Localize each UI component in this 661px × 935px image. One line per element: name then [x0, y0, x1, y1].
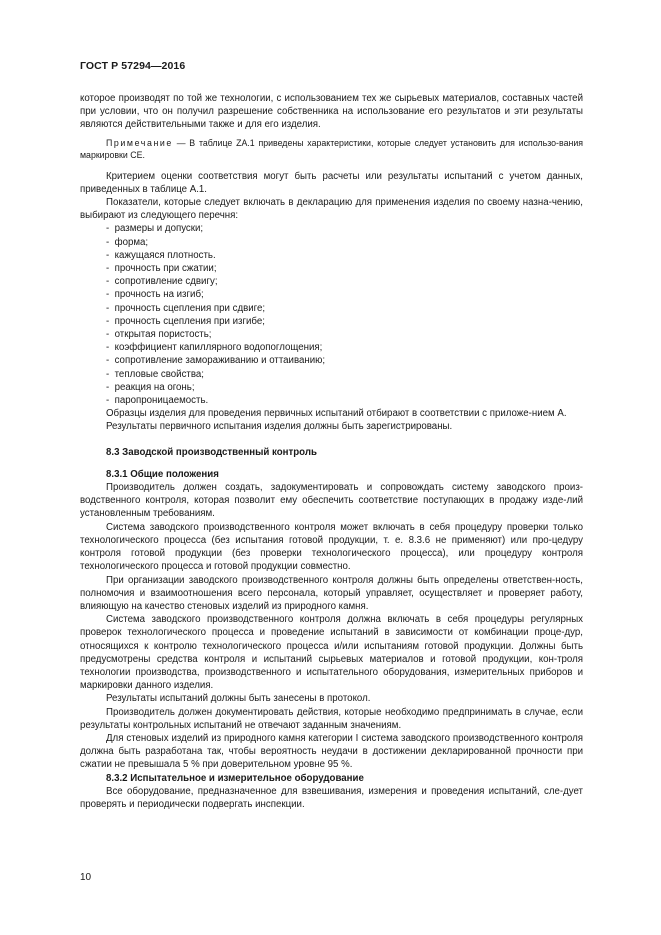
note-text: — В таблице ZA.1 приведены характеристики, которые следует установить для использо-вания маркировки CE.	[80, 137, 583, 160]
list-item: - прочность на изгиб;	[106, 288, 583, 301]
paragraph: Критерием оценки соответствия могут быть расчеты или результаты испытаний с учетом данных, приведенных в таблице А.1.	[80, 170, 583, 195]
list-item: - реакция на огонь;	[106, 381, 583, 394]
list-item: - сопротивление замораживанию и оттаиванию;	[106, 354, 583, 367]
list-item: - размеры и допуски;	[106, 222, 583, 235]
list-item: - прочность сцепления при изгибе;	[106, 315, 583, 328]
paragraph: При организации заводского производственного контроля должны быть определены ответствен-ность, полномочия и взаимоотношения всего персонала, который управляет, осуществляет и проверяет работу, влияющую на качество стеновых изделий из природного камня.	[80, 574, 583, 612]
list-item: - паропроницаемость.	[106, 394, 583, 407]
document-body	[80, 92, 583, 811]
list-item: - форма;	[106, 236, 583, 249]
note-label: Примечание	[106, 137, 173, 148]
list-item: - открытая пористость;	[106, 328, 583, 341]
list-item: - прочность сцепления при сдвиге;	[106, 302, 583, 315]
list-item: - коэффициент капиллярного водопоглощения;	[106, 341, 583, 354]
paragraph: Производитель должен документировать действия, которые необходимо предпринимать в случае, если результаты контрольных испытаний не отвечают заданным значениям.	[80, 706, 583, 731]
list-item: - кажущаяся плотность.	[106, 249, 583, 262]
paragraph: Образцы изделия для проведения первичных испытаний отбирают в соответствии с приложе-нием А.	[106, 408, 567, 420]
paragraph: Результаты испытаний должны быть занесены в протокол.	[106, 693, 371, 705]
standard-code-header: ГОСТ Р 57294—2016	[80, 60, 186, 72]
subsection-heading: 8.3.1 Общие положения	[106, 468, 219, 480]
page-number: 10	[80, 872, 92, 883]
note-paragraph	[80, 137, 583, 161]
section-heading: 8.3 Заводской производственный контроль	[106, 446, 317, 458]
list-item: - прочность при сжатии;	[106, 262, 583, 275]
paragraph: которое производят по той же технологии, с использованием тех же сырьевых материалов, составных частей при условии, что он получил разрешение собственника на использование его результатов и эти результаты являются действительными также и для его изделия.	[80, 93, 583, 131]
list-item: - сопротивление сдвигу;	[106, 275, 583, 288]
paragraph: Система заводского производственного контроля должна включать в себя процедуры регулярных проверок технологического процесса и проведение испытаний в зависимости от комбинации проце-дур, относящихся к контролю технологического процесса и/или испытаниям готовой продукции. Должны быть предусмотрены средства контроля и испытаний сырьевых материалов и готовой продукции, кон-троля технологии производства, производственного и испытательного оборудования, измерительных приборов и маркировки данного изделия.	[80, 614, 583, 692]
paragraph: Показатели, которые следует включать в декларацию для применения изделия по своему назна-чению, выбирают из следующего перечня:	[80, 197, 583, 222]
list-item: - тепловые свойства;	[106, 368, 583, 381]
paragraph: Производитель должен создать, задокументировать и сопровождать систему заводского произ-водственного контроля, которая позволит ему обеспечить соответствие поступающих в продажу изде-лий установленным требованиям.	[80, 482, 583, 520]
characteristics-list	[80, 222, 583, 407]
paragraph: Все оборудование, предназначенное для взвешивания, измерения и проведения испытаний, сле-дует проверять и периодически подвергать инспекции.	[80, 785, 583, 810]
paragraph: Результаты первичного испытания изделия должны быть зарегистрированы.	[106, 421, 453, 433]
subsection-heading: 8.3.2 Испытательное и измерительное оборудование	[106, 772, 364, 784]
paragraph: Для стеновых изделий из природного камня категории I система заводского производственного контроля должна быть разработана так, чтобы вероятность неудачи в достижении декларированной прочности при сжатии не превышала 5 % при доверительном уровне 95 %.	[80, 732, 583, 771]
paragraph: Система заводского производственного контроля может включать в себя процедуру проверки только технологического процесса (без испытания готовой продукции, т. е. 8.3.6 не применяют) или про-цедуру контроля готовой продукции (без проверки технологического процесса), или процедуру контроля технологического процесса и готовой продукции совместно.	[80, 521, 583, 573]
